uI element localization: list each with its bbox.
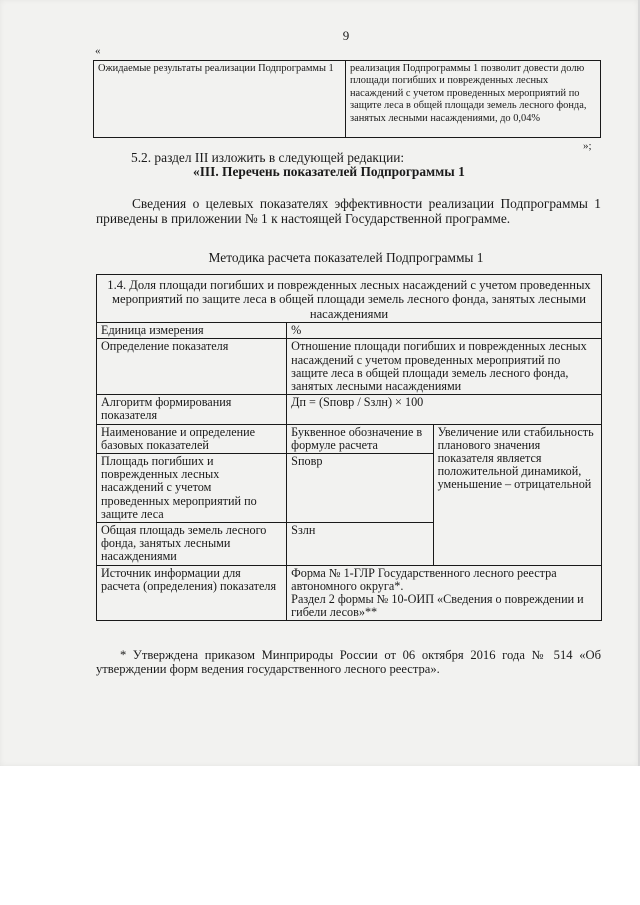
source-line: Раздел 2 формы № 10-ОИП «Сведения о повреждении и гибели лесов»** [291, 592, 584, 620]
table-row [97, 424, 602, 453]
closing-quote: »; [583, 140, 592, 152]
unit-value: % [287, 323, 602, 339]
unit-label: Единица измерения [97, 323, 287, 339]
footnote [96, 648, 601, 677]
base-indicator-symbol: Sповр [287, 454, 433, 523]
opening-quote: « [95, 45, 101, 57]
base-indicators-label: Наименование и определение базовых показателей [97, 424, 287, 453]
definition-value: Отношение площади погибших и поврежденных лесных насаждений с учетом проведенных мероприятий по защите леса в общей площади земель лесного фонда, занятых лесными насаждениями [287, 339, 602, 395]
table-row [97, 565, 602, 621]
section-title: «III. Перечень показателей Подпрограммы 1 [193, 164, 465, 179]
base-indicator-name: Площадь погибших и поврежденных лесных насаждений с учетом проведенных мероприятий по защите леса [97, 454, 287, 523]
paragraph [96, 196, 601, 226]
section-instruction: 5.2. раздел III изложить в следующей редакции: [131, 150, 405, 165]
paragraph-text: Сведения о целевых показателях эффективности реализации Подпрограммы 1 приведены в приложении № 1 к настоящей Государственной программе. [96, 196, 601, 227]
table-row [97, 395, 602, 424]
source-value [287, 565, 602, 621]
table-row [97, 339, 602, 395]
expected-results-label: Ожидаемые результаты реализации Подпрограммы 1 [94, 61, 346, 138]
footnote-text: * Утверждена приказом Минприроды России от 06 октября 2016 года № 514 «Об утверждении форм ведения государственного лесного реестра». [96, 648, 601, 677]
indicator-header: 1.4. Доля площади погибших и поврежденных лесных насаждений с учетом проведенных мероприятий по защите леса в общей площади земель лесного фонда, занятых лесными насаждениями [97, 275, 602, 323]
trend-description: Увеличение или стабильность планового значения показателя является положительной динамикой, уменьшение – отрицательной [433, 424, 601, 565]
base-indicator-name: Общая площадь земель лесного фонда, занятых лесными насаждениями [97, 523, 287, 566]
page-number: 9 [342, 28, 350, 43]
table-row [94, 61, 601, 138]
base-indicator-symbol: Sзлн [287, 523, 433, 566]
algorithm-formula: Дп = (Sповр / Sзлн) × 100 [287, 395, 602, 424]
table-row [97, 323, 602, 339]
expected-results-table [93, 60, 601, 138]
source-line: Форма № 1-ГЛР Государственного лесного реестра автономного округа*. [291, 565, 557, 593]
symbol-label: Буквенное обозначение в формуле расчета [287, 424, 433, 453]
expected-results-value: реализация Подпрограммы 1 позволит довести долю площади погибших и поврежденных лесных насаждений с учетом проведенных мероприятий по защите леса в общей площади земель лесного фонда, занятых лесными насаждениями, до 0,04% [346, 61, 601, 138]
methodology-title: Методика расчета показателей Подпрограммы 1 [208, 250, 484, 265]
source-label: Источник информации для расчета (определения) показателя [97, 565, 287, 621]
definition-label: Определение показателя [97, 339, 287, 395]
table-row [97, 275, 602, 323]
algorithm-label: Алгоритм формирования показателя [97, 395, 287, 424]
indicator-table [96, 274, 602, 621]
